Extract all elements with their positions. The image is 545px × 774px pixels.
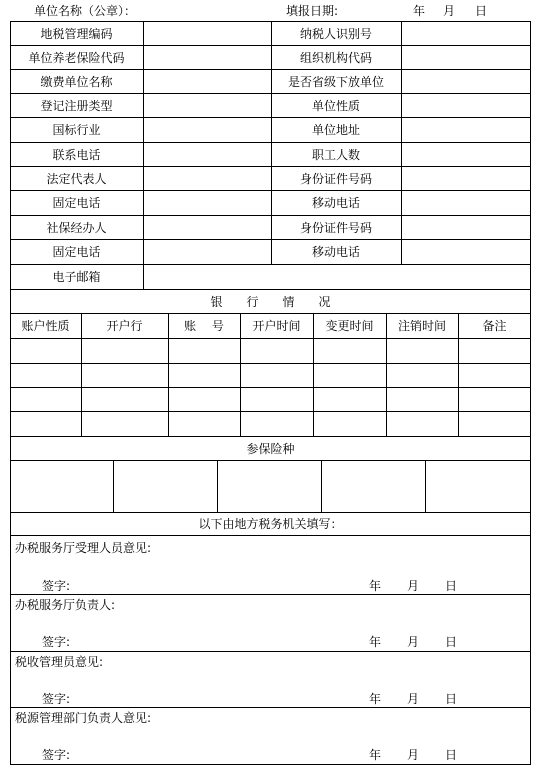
row-divider: [10, 363, 531, 364]
value-registration-type[interactable]: [144, 94, 270, 116]
label-landline: 固定电话: [52, 196, 101, 210]
label-unit-address: 单位地址: [311, 123, 360, 137]
value-unit-address[interactable]: [402, 118, 530, 141]
bank-section-title: 银 行 情 况: [210, 294, 331, 309]
label-provincial-devolved: 是否省级下放单位: [287, 74, 384, 89]
value-taxpayer-id[interactable]: [402, 22, 530, 44]
signature-label: 签字:: [42, 692, 71, 706]
sign-date-year: 年: [369, 635, 382, 649]
value-social-security-agent[interactable]: [144, 216, 270, 238]
value-id-number[interactable]: [402, 167, 530, 189]
column-divider: [113, 460, 114, 512]
label-registration-type: 登记注册类型: [40, 98, 113, 113]
bank-header-remarks: 备注: [482, 319, 507, 333]
label-pension-code: 单位养老保险代码: [28, 50, 125, 65]
column-divider: [217, 460, 218, 512]
value-payer-unit-name[interactable]: [144, 70, 270, 92]
signature-label: 签字:: [42, 748, 71, 762]
label-taxpayer-id: 纳税人识别号: [299, 26, 372, 41]
sign-date-month: 月: [407, 748, 420, 762]
signature-label: 签字:: [42, 579, 71, 593]
row-divider: [10, 594, 531, 595]
opinion-label-tax-administrator: 税收管理员意见:: [15, 655, 104, 669]
fill-date-label: 填报日期:: [286, 4, 339, 18]
column-divider: [425, 460, 426, 512]
bank-header-open-date: 开户时间: [252, 319, 301, 333]
sign-date-day: 日: [445, 635, 458, 649]
value-agent-id-number[interactable]: [402, 216, 530, 238]
row-divider: [10, 535, 531, 536]
sign-date-month: 月: [407, 579, 420, 593]
label-mobile: 移动电话: [311, 196, 360, 210]
value-legal-representative[interactable]: [144, 167, 270, 189]
bank-header-account-nature: 账户性质: [21, 319, 70, 333]
row-divider: [10, 387, 531, 388]
column-divider: [321, 460, 322, 512]
bank-header-bank: 开户行: [106, 319, 143, 333]
insurance-section-title: 参保险种: [246, 441, 295, 456]
sign-date-year: 年: [369, 579, 382, 593]
row-divider: [10, 460, 531, 461]
label-agent-landline: 固定电话: [52, 245, 101, 259]
fill-date-year: 年: [413, 4, 426, 18]
fill-date-month: 月: [443, 4, 456, 18]
sign-date-year: 年: [369, 692, 382, 706]
label-contact-phone: 联系电话: [52, 147, 101, 162]
value-employee-count[interactable]: [402, 143, 530, 165]
sign-date-day: 日: [445, 748, 458, 762]
label-employee-count: 职工人数: [311, 147, 360, 162]
value-national-industry[interactable]: [144, 118, 270, 141]
bank-header-close-date: 注销时间: [397, 319, 446, 333]
opinion-label-service-hall-staff: 办税服务厅受理人员意见:: [15, 541, 152, 555]
row-divider: [10, 651, 531, 652]
value-email[interactable]: [144, 265, 530, 288]
sign-date-day: 日: [445, 692, 458, 706]
label-national-industry: 国标行业: [52, 123, 101, 137]
label-legal-representative: 法定代表人: [46, 171, 107, 186]
row-divider: [10, 411, 531, 412]
label-tax-management-code: 地税管理编码: [40, 26, 113, 41]
tax-authority-section-title: 以下由地方税务机关填写：: [198, 517, 343, 531]
value-agent-landline[interactable]: [144, 240, 270, 263]
value-contact-phone[interactable]: [144, 143, 270, 165]
unit-name-label: 单位名称（公章）：: [34, 4, 137, 18]
row-divider: [10, 707, 531, 708]
label-payer-unit-name: 缴费单位名称: [40, 74, 113, 89]
value-pension-code[interactable]: [144, 46, 270, 68]
value-unit-nature[interactable]: [402, 94, 530, 116]
value-landline[interactable]: [144, 191, 270, 214]
label-id-number: 身份证件号码: [299, 171, 372, 186]
sign-date-day: 日: [445, 579, 458, 593]
row-divider: [10, 338, 531, 339]
label-unit-nature: 单位性质: [311, 98, 360, 113]
value-tax-management-code[interactable]: [144, 22, 270, 44]
sign-date-month: 月: [407, 635, 420, 649]
fill-date-day: 日: [475, 4, 488, 18]
value-provincial-devolved[interactable]: [402, 70, 530, 92]
label-agent-id-number: 身份证件号码: [299, 220, 372, 235]
label-social-security-agent: 社保经办人: [46, 220, 107, 235]
opinion-label-service-hall-head: 办税服务厅负责人:: [15, 598, 116, 612]
bank-header-account-number: 账 号: [184, 319, 224, 333]
sign-date-year: 年: [369, 748, 382, 762]
value-org-code[interactable]: [402, 46, 530, 68]
bank-header-change-date: 变更时间: [325, 319, 374, 333]
value-mobile[interactable]: [402, 191, 530, 214]
sign-date-month: 月: [407, 692, 420, 706]
value-agent-mobile[interactable]: [402, 240, 530, 263]
label-agent-mobile: 移动电话: [311, 245, 360, 259]
label-org-code: 组织机构代码: [299, 50, 372, 65]
label-email: 电子邮箱: [52, 270, 101, 284]
opinion-label-tax-source-dept-head: 税源管理部门负责人意见:: [15, 711, 152, 725]
signature-label: 签字:: [42, 635, 71, 649]
